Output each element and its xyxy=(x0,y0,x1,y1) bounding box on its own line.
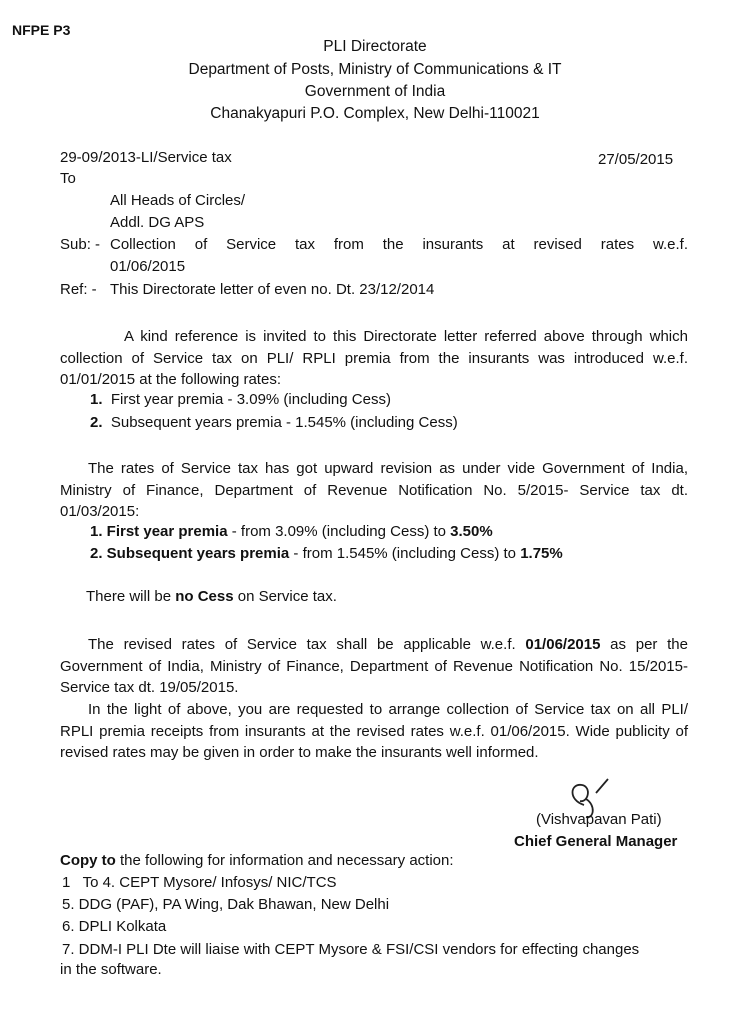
ref-text: This Directorate letter of even no. Dt. 23/12/2014 xyxy=(110,281,435,298)
subject-line-1: Collection of Service tax from the insurants at revised rates w.e.f. xyxy=(110,236,688,253)
new-rate-1: 1. First year premia - from 3.09% (including Cess) to 3.50% xyxy=(90,523,493,540)
new-rate-2: 2. Subsequent years premia - from 1.545% (including Cess) to 1.75% xyxy=(90,545,563,562)
copy-item-7-continued: in the software. xyxy=(60,961,162,978)
header-line-2: Department of Posts, Ministry of Communications & IT xyxy=(188,61,562,78)
copy-item-5: 5. DDG (PAF), PA Wing, Dak Bhawan, New Delhi xyxy=(62,896,390,913)
header-line-1: PLI Directorate xyxy=(323,38,427,55)
to-label: To xyxy=(60,170,76,187)
copy-to-heading: Copy to the following for information and necessary action: xyxy=(60,852,454,869)
subject-label: Sub: - xyxy=(60,236,101,253)
paragraph-2: The rates of Service tax has got upward revision as under vide Government of India, Ministry of Finance, Department of Revenue Notification No. 5/2015- Service tax dt. 01/03/2015: xyxy=(60,460,688,520)
paragraph-3: The revised rates of Service tax shall be applicable w.e.f. 01/06/2015 as per the Government of India, Ministry of Finance, Department of Revenue Notification No. 15/2015-Service tax dt. 19/05/2015. xyxy=(60,636,688,696)
ref-label: Ref: - xyxy=(60,281,97,298)
old-rate-2: 2. Subsequent years premia - 1.545% (including Cess) xyxy=(90,414,458,431)
reference-number: 29-09/2013-LI/Service tax xyxy=(60,149,232,166)
document-tag: NFPE P3 xyxy=(12,22,71,38)
header-line-3: Government of India xyxy=(304,83,446,100)
header-line-4: Chanakyapuri P.O. Complex, New Delhi-110021 xyxy=(210,105,540,122)
copy-item-6: 6. DPLI Kolkata xyxy=(62,918,167,935)
letter-date: 27/05/2015 xyxy=(598,151,674,168)
paragraph-1: A kind reference is invited to this Directorate letter referred above through which collection of Service tax on PLI/ RPLI premia from the insurants was introduced w.e.f. 01/01/2015 at the following rates: xyxy=(60,328,688,388)
copy-item-7: 7. DDM-I PLI Dte will liaise with CEPT Mysore & FSI/CSI vendors for effecting changes xyxy=(62,941,640,958)
subject-line-2: 01/06/2015 xyxy=(110,258,186,275)
addressee-2: Addl. DG APS xyxy=(110,214,205,231)
signatory-title: Chief General Manager xyxy=(514,833,678,850)
old-rate-1: 1. First year premia - 3.09% (including Cess) xyxy=(90,391,391,408)
paragraph-4: In the light of above, you are requested to arrange collection of Service tax on all PLI/ RPLI premia receipts from insurants at the revised rates w.e.f. 01/06/2015. Wide publicity of revised rates may be given in order to make the insurants well informed. xyxy=(60,701,688,761)
signatory-name: (Vishvapavan Pati) xyxy=(536,811,662,828)
copy-item-1: 1 To 4. CEPT Mysore/ Infosys/ NIC/TCS xyxy=(62,874,337,891)
cess-note: There will be no Cess on Service tax. xyxy=(86,588,337,605)
addressee-1: All Heads of Circles/ xyxy=(110,192,246,209)
